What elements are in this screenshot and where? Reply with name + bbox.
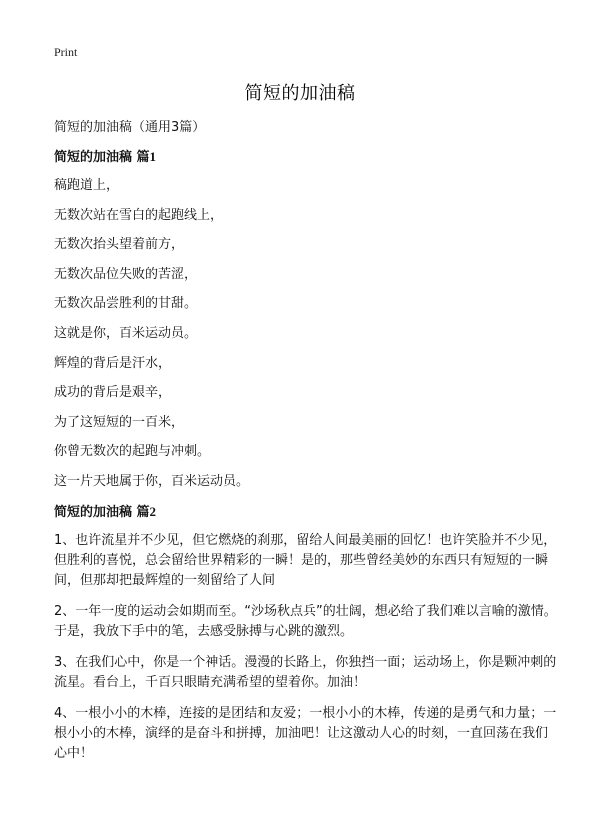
document-subtitle: 简短的加油稿（通用3篇） bbox=[54, 120, 206, 135]
section-heading-2 bbox=[54, 502, 559, 522]
poem-section bbox=[54, 176, 559, 492]
poem-line: 成功的背后是艰辛， bbox=[54, 385, 172, 401]
document-body bbox=[54, 118, 559, 775]
section-heading-number: 1 bbox=[149, 149, 157, 164]
paragraph: 2、一年一度的运动会如期而至。“沙场秋点兵”的壮阔，想必给了我们难以言喻的激情。于是，我放下手中的笔，去感受脉搏与心跳的激烈。 bbox=[54, 603, 557, 639]
print-link[interactable]: Print bbox=[54, 45, 78, 59]
section-heading-number: 2 bbox=[149, 503, 157, 519]
paragraph: 4、一根小小的木棒，连接的是团结和友爱；一根小小的木棒，传递的是勇气和力量；一根小小的木棒，演绎的是奋斗和拼搏，加油吧！让这激动人心的时刻，一直回荡在我们心中！ bbox=[54, 705, 557, 761]
poem-line: 无数次抬头望着前方， bbox=[54, 237, 185, 253]
poem-line: 这一片天地属于你，百米运动员。 bbox=[54, 473, 250, 489]
paragraph: 1、也许流星并不少见，但它燃烧的刹那，留给人间最美丽的回忆！也许笑脸并不少见，但胜利的喜悦，总会留给世界精彩的一瞬！是的，那些曾经美妙的东西只有短短的一瞬间，但那却把最辉煌的一刻留给了人间 bbox=[54, 532, 557, 588]
poem-line: 无数次站在雪白的起跑线上， bbox=[54, 207, 224, 223]
poem-line: 为了这短短的一百米， bbox=[54, 414, 185, 430]
paragraph: 3、在我们心中，你是一个神话。漫漫的长路上，你独挡一面；运动场上，你是颗冲刺的流星。看台上，千百只眼睛充满希望的望着你。加油！ bbox=[54, 654, 557, 690]
poem-line: 无数次品尝胜利的甘甜。 bbox=[54, 296, 198, 312]
poem-line: 你曾无数次的起跑与冲刺。 bbox=[54, 444, 211, 460]
page-title: 简短的加油稿 bbox=[244, 83, 356, 104]
poem-line: 辉煌的背后是汗水， bbox=[54, 355, 172, 371]
section-heading-text: 简短的加油稿 篇 bbox=[54, 150, 150, 165]
poem-line: 这就是你，百米运动员。 bbox=[54, 325, 198, 341]
section-heading-1 bbox=[54, 147, 559, 167]
section-heading-text: 简短的加油稿 篇 bbox=[54, 504, 150, 520]
poem-line: 稿跑道上， bbox=[54, 178, 120, 193]
poem-line: 无数次品位失败的苦涩， bbox=[54, 266, 198, 282]
